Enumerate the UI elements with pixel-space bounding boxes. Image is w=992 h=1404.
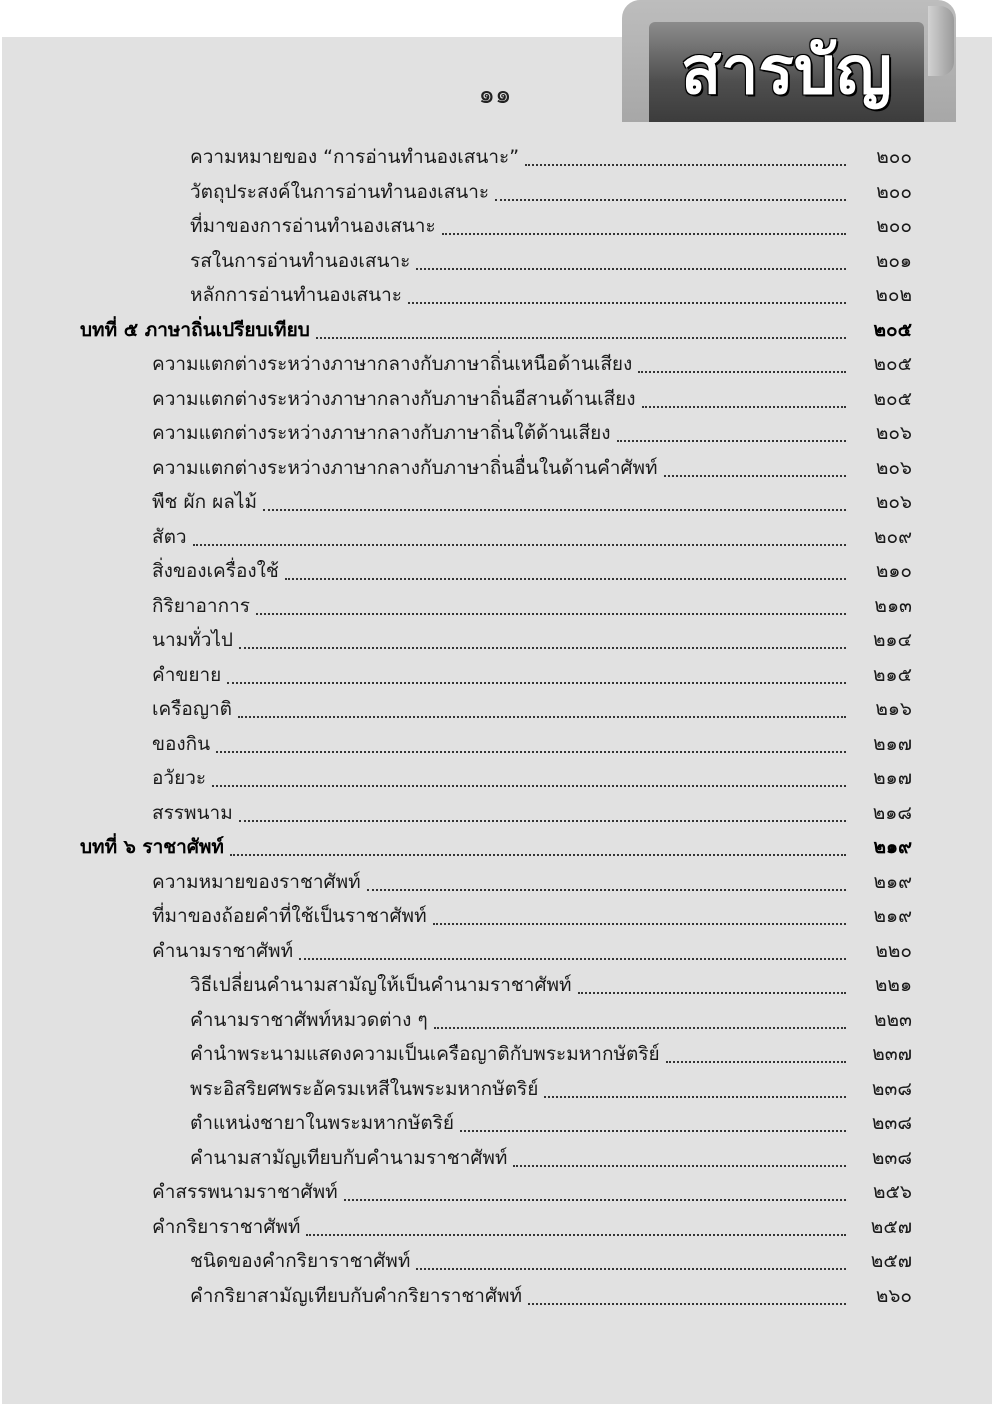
toc-page-number: ๒๕๗ (870, 1250, 912, 1272)
toc-page-number: ๒๑๙ (873, 870, 912, 893)
toc-entry-row (0, 244, 992, 278)
toc-page-number: ๒๐๕ (873, 387, 912, 410)
toc-entry-row (0, 968, 992, 1002)
toc-dot-leader (239, 808, 846, 822)
toc-dot-leader (256, 601, 846, 615)
toc-entry-title: ความหมายของราชาศัพท์ (152, 870, 361, 893)
toc-page-number: ๒๓๘ (871, 1146, 912, 1169)
toc-entry-row (0, 865, 992, 899)
toc-entry-row (0, 347, 992, 381)
toc-entry-title: ที่มาของการอ่านทำนองเสนาะ (190, 215, 436, 237)
toc-entry-title: คำกริยาสามัญเทียบกับคำกริยาราชาศัพท์ (190, 1284, 523, 1307)
toc-entry-title: พืช ผัก ผลไม้ (152, 491, 257, 513)
toc-page-number: ๒๑๖ (875, 698, 912, 720)
header-tab-curl (928, 6, 954, 76)
toc-entry-row (0, 1037, 992, 1071)
toc-page-number: ๒๐๑ (875, 249, 912, 272)
toc-entry-title: ความแตกต่างระหว่างภาษากลางกับภาษาถิ่นอีสานด้านเสียง (152, 387, 636, 410)
toc-entry-title: คำนามราชาศัพท์หมวดต่าง ๆ (190, 1008, 428, 1031)
toc-page-number: ๒๑๐ (875, 560, 912, 582)
toc-page-number: ๒๒๑ (874, 974, 912, 996)
toc-dot-leader (664, 463, 846, 477)
toc-dot-leader (285, 566, 846, 580)
toc-entry-title: สิ่งของเครื่องใช้ (152, 560, 279, 582)
toc-entry-row (0, 1003, 992, 1037)
toc-entry-row (0, 796, 992, 830)
toc-page-number: ๒๐๖ (875, 456, 912, 479)
toc-page-number: ๒๑๙ (873, 836, 912, 858)
toc-entry-title: กิริยาอาการ (152, 594, 250, 617)
toc-page-number: ๒๒๐ (875, 939, 912, 962)
toc-page-number: ๒๐๒ (875, 284, 912, 306)
toc-page-number: ๒๑๕ (873, 663, 912, 686)
toc-entry-title: รสในการอ่านทำนองเสนาะ (190, 249, 411, 272)
toc-dot-leader (544, 1084, 846, 1098)
toc-page-number: ๒๐๕ (873, 318, 912, 341)
toc-entry-row (0, 899, 992, 933)
toc-entry-title: ความแตกต่างระหว่างภาษากลางกับภาษาถิ่นใต้ด้านเสียง (152, 422, 611, 444)
toc-dot-leader (416, 256, 846, 270)
page-title: สารบัญ (681, 32, 892, 109)
toc-page-number: ๒๓๘ (871, 1077, 912, 1100)
toc-dot-leader (513, 1153, 846, 1167)
toc-page-number: ๒๑๙ (873, 905, 912, 927)
toc-entry-title: วิธีเปลี่ยนคำนามสามัญให้เป็นคำนามราชาศัพท์ (190, 974, 572, 996)
toc-dot-leader (434, 1015, 846, 1029)
toc-dot-leader (433, 911, 846, 925)
toc-entry-title: สัตว (152, 525, 187, 548)
toc-entry-title: หลักการอ่านทำนองเสนาะ (190, 284, 402, 306)
toc-dot-leader (239, 635, 846, 649)
toc-page-number: ๒๒๓ (873, 1008, 912, 1031)
toc-dot-leader (227, 670, 846, 684)
toc-page-number: ๒๐๙ (873, 525, 912, 548)
toc-page-number: ๒๑๗ (873, 732, 912, 755)
toc-dot-leader (367, 877, 846, 891)
toc-dot-leader (495, 187, 846, 201)
toc-dot-leader (193, 532, 846, 546)
toc-dot-leader (578, 980, 846, 994)
toc-page-number: ๒๑๔ (873, 629, 912, 651)
toc-entry-row (0, 761, 992, 795)
toc-dot-leader (238, 704, 846, 718)
toc-entry-title: เครือญาติ (152, 698, 233, 720)
toc-entry-title: อวัยวะ (152, 767, 207, 789)
toc-entry-row (0, 485, 992, 519)
toc-entry-row (0, 1244, 992, 1278)
toc-dot-leader (263, 497, 846, 511)
toc-dot-leader (460, 1118, 846, 1132)
toc-page-number: ๒๐๕ (873, 353, 912, 375)
toc-entry-title: นามทั่วไป (152, 629, 233, 651)
toc-dot-leader (642, 394, 846, 408)
toc-dot-leader (638, 359, 846, 373)
toc-chapter-title: บทที่ ๖ ราชาศัพท์ (80, 836, 224, 858)
toc-entry-row (0, 1210, 992, 1244)
toc-page-number: ๒๐๐ (876, 215, 912, 237)
toc-page-number: ๒๓๗ (872, 1043, 912, 1065)
toc-dot-leader (230, 842, 846, 856)
toc-dot-leader (316, 325, 846, 339)
toc-page-number: ๒๕๗ (870, 1215, 912, 1238)
toc-page-number: ๒๓๘ (871, 1112, 912, 1134)
toc-entry-row (0, 934, 992, 968)
toc-entry-title: สรรพนาม (152, 801, 233, 824)
toc-entry-title: พระอิสริยศพระอัครมเหสีในพระมหากษัตริย์ (190, 1077, 539, 1100)
toc-entry-title: คำนามราชาศัพท์ (152, 939, 294, 962)
toc-entry-title: ชนิดของคำกริยาราชาศัพท์ (190, 1250, 411, 1272)
toc-page-number: ๒๑๗ (873, 767, 912, 789)
toc-entry-row (0, 209, 992, 243)
toc-dot-leader (216, 739, 846, 753)
toc-page-number: ๒๕๖ (873, 1181, 912, 1203)
toc-entry-row (0, 1175, 992, 1209)
toc-entry-row (0, 1072, 992, 1106)
toc-dot-leader (416, 1256, 846, 1270)
toc-entry-row (0, 727, 992, 761)
toc-entry-title: คำขยาย (152, 663, 222, 686)
toc-entry-row (0, 520, 992, 554)
toc-chapter-title: บทที่ ๕ ภาษาถิ่นเปรียบเทียบ (80, 318, 310, 341)
toc-dot-leader (306, 1222, 846, 1236)
toc-dot-leader (666, 1049, 846, 1063)
toc-dot-leader (528, 1291, 846, 1305)
toc-entry-row (0, 140, 992, 174)
toc-entry-row (0, 658, 992, 692)
toc-entry-title: คำนามสามัญเทียบกับคำนามราชาศัพท์ (190, 1146, 508, 1169)
page-number: ๑๑ (478, 80, 512, 110)
toc-entry-row (0, 589, 992, 623)
toc-chapter-row (0, 313, 992, 347)
toc-entry-title: คำกริยาราชาศัพท์ (152, 1215, 301, 1238)
toc-page-number: ๒๐๖ (875, 422, 912, 444)
toc-entry-title: ที่มาของถ้อยคำที่ใช้เป็นราชาศัพท์ (152, 905, 427, 927)
toc-entry-title: วัตถุประสงค์ในการอ่านทำนองเสนาะ (190, 180, 490, 203)
toc-dot-leader (344, 1187, 846, 1201)
toc-page-number: ๒๑๘ (872, 801, 912, 824)
toc-entry-row (0, 175, 992, 209)
toc-entry-title: ตำแหน่งชายาในพระมหากษัตริย์ (190, 1112, 455, 1134)
toc-page-number: ๒๐๐ (876, 146, 912, 168)
toc-entry-row (0, 692, 992, 726)
toc-dot-leader (408, 290, 846, 304)
toc-dot-leader (212, 773, 846, 787)
toc-entry-row (0, 416, 992, 450)
toc-dot-leader (617, 428, 846, 442)
toc-page-number: ๒๖๐ (875, 1284, 912, 1307)
toc-page-number: ๒๑๓ (874, 594, 912, 617)
toc-page-number: ๒๐๖ (875, 491, 912, 513)
toc-page-number: ๒๐๐ (876, 180, 912, 203)
toc-entry-title: คำสรรพนามราชาศัพท์ (152, 1181, 338, 1203)
toc-entry-title: ของกิน (152, 732, 211, 755)
toc-entry-row (0, 1279, 992, 1313)
toc-entry-row (0, 278, 992, 312)
toc-entry-title: ความแตกต่างระหว่างภาษากลางกับภาษาถิ่นเหนือด้านเสียง (152, 353, 633, 375)
toc-entry-row (0, 1106, 992, 1140)
toc-dot-leader (442, 221, 846, 235)
toc-dot-leader (525, 152, 846, 166)
toc-entry-row (0, 382, 992, 416)
toc-chapter-row (0, 830, 992, 864)
toc-entry-title: ความหมายของ “การอ่านทำนองเสนาะ” (190, 146, 520, 168)
toc-entry-title: ความแตกต่างระหว่างภาษากลางกับภาษาถิ่นอื่นในด้านคำศัพท์ (152, 456, 658, 479)
toc-entry-row (0, 623, 992, 657)
toc-entry-row (0, 451, 992, 485)
toc-entry-title: คำนำพระนามแสดงความเป็นเครือญาติกับพระมหากษัตริย์ (190, 1043, 660, 1065)
toc-entry-row (0, 1141, 992, 1175)
toc-dot-leader (299, 946, 846, 960)
toc-entry-row (0, 554, 992, 588)
